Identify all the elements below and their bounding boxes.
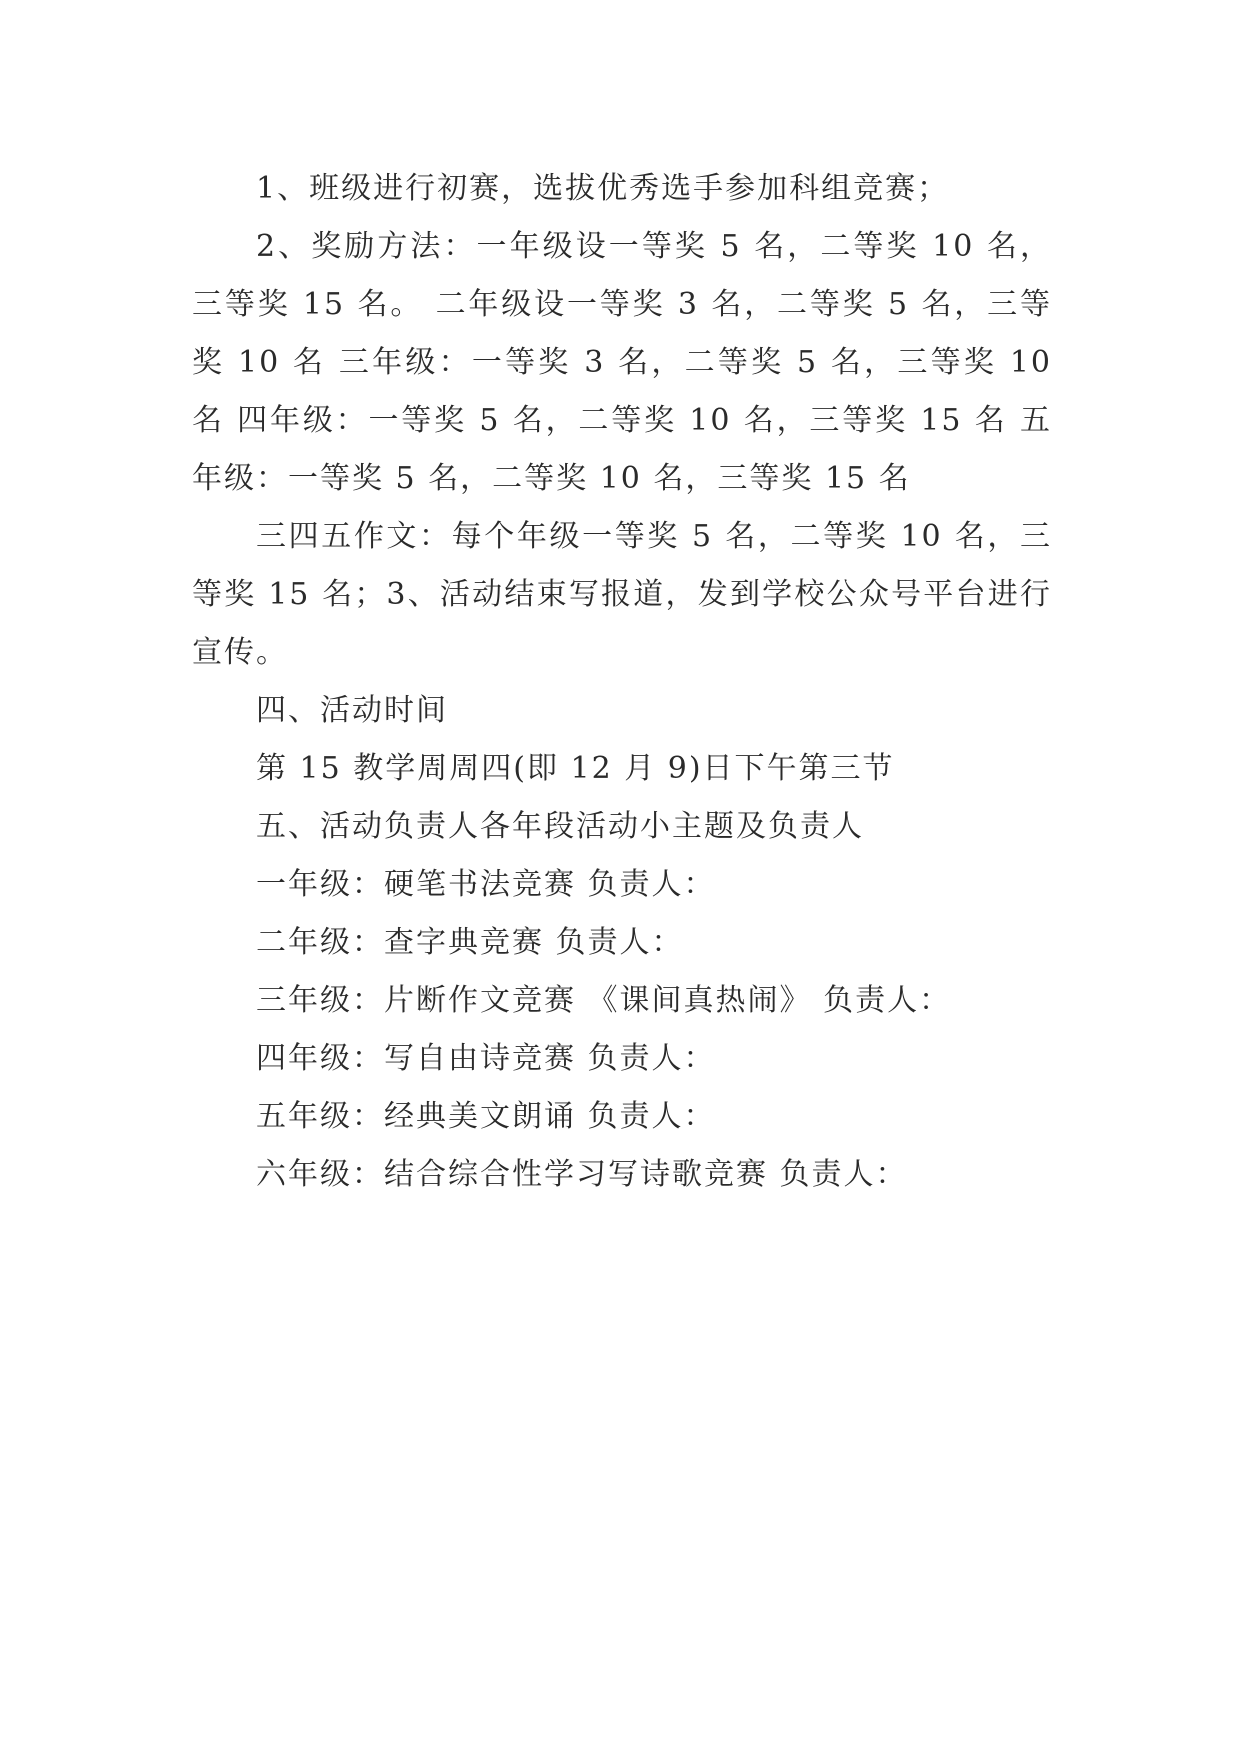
grade-4-item: 四年级：写自由诗竞赛 负责人： (256, 1041, 716, 1076)
grade-6-item: 六年级：结合综合性学习写诗歌竞赛 负责人： (256, 1157, 908, 1192)
grade-1-item: 一年级：硬笔书法竞赛 负责人： (256, 867, 716, 902)
document-body (192, 160, 1052, 1204)
grade-2-item: 二年级：查字典竞赛 负责人： (256, 925, 684, 960)
paragraph-composition-awards: 三四五作文：每个年级一等奖 5 名，二等奖 10 名，三等奖 15 名；3、活动结束写报道，发到学校公众号平台进行宣传。 (192, 519, 1052, 670)
paragraph-class-preliminary: 1、班级进行初赛，选拔优秀选手参加科组竞赛； (256, 171, 950, 206)
heading-responsible-persons: 五、活动负责人各年段活动小主题及负责人 (256, 809, 864, 844)
paragraph-activity-time: 第 15 教学周周四(即 12 月 9)日下午第三节 (256, 751, 895, 786)
grade-3-item: 三年级：片断作文竞赛 《课间真热闹》 负责人： (256, 983, 952, 1018)
paragraph-award-method: 2、奖励方法：一年级设一等奖 5 名，二等奖 10 名，三等奖 15 名。 二年级设一等奖 3 名，二等奖 5 名，三等奖 10 名 三年级：一等奖 3 名，二等奖 5 名，三等奖 10 名 四年级：一等奖 5 名，二等奖 10 名，三等奖 15 名 五年级：一等奖 5 名，二等奖 10 名，三等奖 15 名 (192, 229, 1052, 496)
heading-activity-time: 四、活动时间 (256, 693, 448, 728)
grade-5-item: 五年级：经典美文朗诵 负责人： (256, 1099, 716, 1134)
